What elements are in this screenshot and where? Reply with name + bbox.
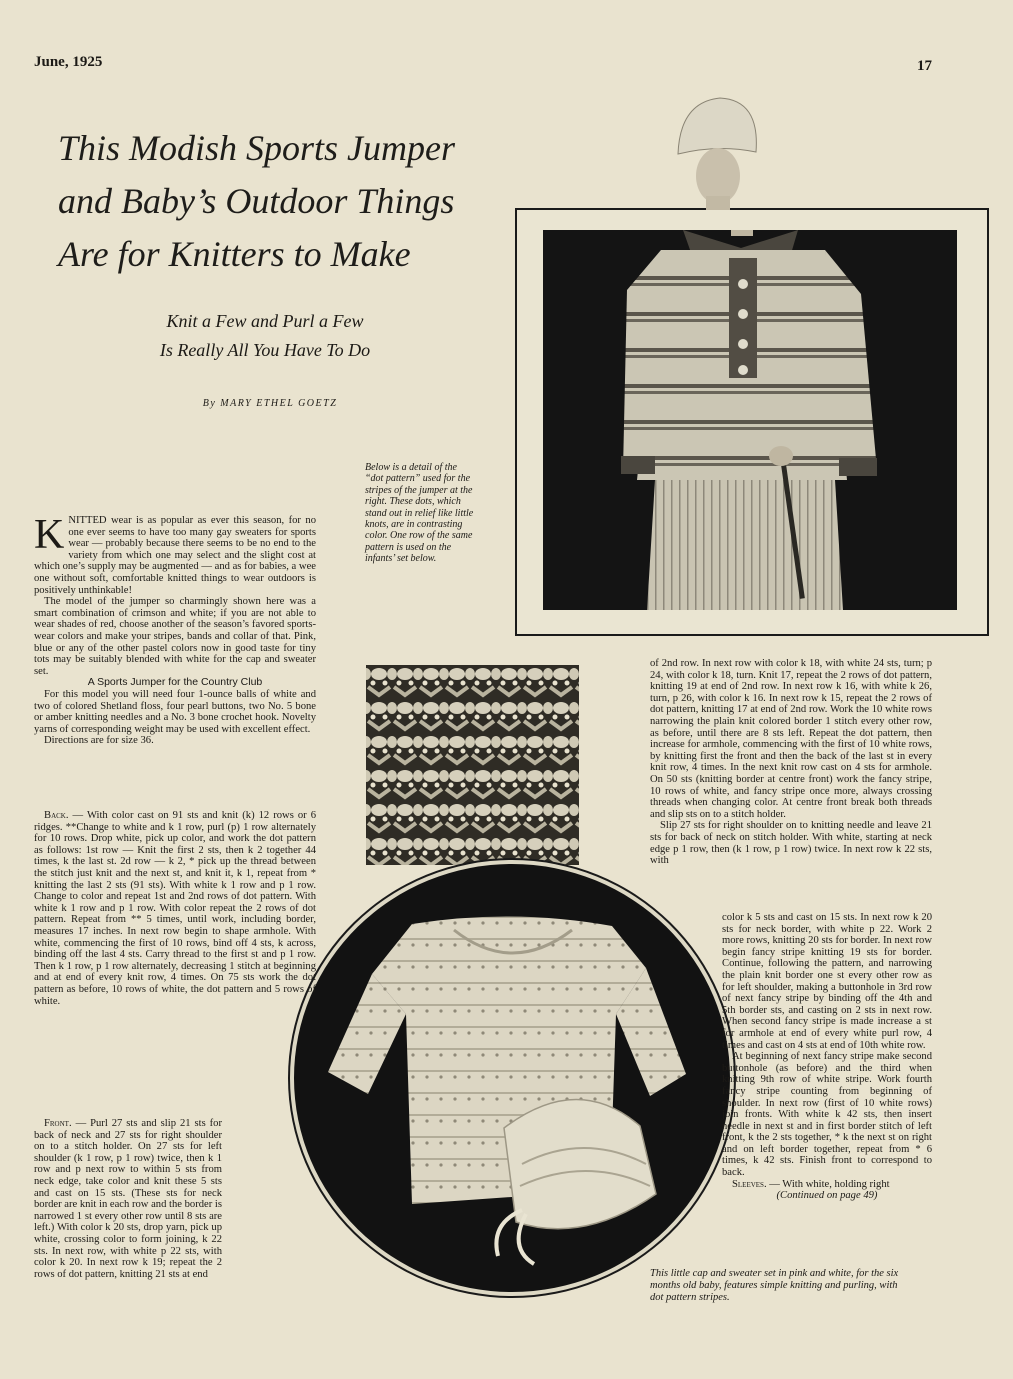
- jumper-photo: [543, 230, 957, 610]
- back-label: Back.: [44, 810, 69, 821]
- baby-sweater-and-cap-illustration: [294, 864, 730, 1292]
- issue-date: June, 1925: [34, 54, 103, 70]
- left-column-upper: [34, 512, 316, 747]
- article-subtitle: [80, 307, 450, 365]
- title-line: and Baby’s Outdoor Things: [58, 181, 455, 221]
- paragraph: color k 5 sts and cast on 15 sts. In next row k 20 sts for neck border, with white p 22. Work 2 more rows, knitting 20 sts for border. In next row begin fancy stripe knitting 19 sts for border. Continue, following the pattern, and narrowing the plain knit border one st every other row as for left shoulder, making a buttonhole in 3rd row of next fancy stripe by binding off the 4th and 5th border sts, and casting on 2 sts in next row. When second fancy stripe is made increase a st for armhole at end of every white purl row, 4 times and cast on 4 sts at end of 10th white row.: [722, 912, 932, 1051]
- front-paragraph: [34, 1118, 222, 1280]
- back-paragraph: [34, 810, 316, 1007]
- paragraph: Slip 27 sts for right shoulder on to knitting needle and leave 21 sts for back of neck on stitch holder. With white, starting at neck edge p 1 row, then (k 1 row, p 1 row) twice. In next row k 22 sts, with: [650, 820, 932, 867]
- right-column-upper: [650, 658, 932, 867]
- left-column-front: [34, 1118, 222, 1280]
- left-column-back: [34, 810, 316, 1007]
- right-column-lower: [722, 912, 932, 1202]
- article-title: [58, 122, 478, 281]
- intro-paragraph: [34, 512, 316, 596]
- sleeves-text: — With white, holding right: [766, 1178, 890, 1190]
- paragraph: For this model you will need four 1-ounce balls of white and two of colored Shetland floss, four pearl buttons, two No. 5 bone or amber knitting needles and a No. 3 bone crochet hook. Novelty yarns of corresponding weight may be used with excellent effect.: [34, 688, 316, 735]
- knit-texture-illustration: [366, 665, 579, 865]
- subtitle-line: Knit a Few and Purl a Few: [166, 311, 364, 331]
- intro-text: NITTED wear is as popular as ever this season, for no one ever seems to have too many gay sweaters for sports wear — probably because there seems to be no end to the variety from which one may select and the slight cost at which one’s supply may be augmented — and as for babies, a wee one without soft, comfortable knitted things to wear outdoors is positively unthinkable!: [34, 515, 316, 596]
- paragraph: of 2nd row. In next row with color k 18, with white 24 sts, turn; p 24, with color k 18, turn. Knit 17, repeat the 2 rows of dot pattern, knitting 19 at end of 2nd row. In next row k 16, with white k 26, turn, p 26, with color k 16. In next row k 15, repeat the 2 rows of dot pattern, knitting 17 at end of 2nd row. Work the 10 white rows narrowing the plain knit colored border 1 stitch every other row, as before, until there are 8 sts left. Repeat the dot pattern, then increase for armhole, commencing with the first of 10 white rows, by knitting first the front and then the back of the last st in every knit row, 4 times. In the next knit row cast on 4 sts for armhole. On 50 sts (knitting border at centre front) work the fancy stripe, 10 rows of white, and fancy stripe once more, always crossing threads when changing color. At centre front break both threads and slip sts on to a stitch holder.: [650, 658, 932, 820]
- continued-note[interactable]: (Continued on page 49): [776, 1190, 878, 1202]
- woman-in-jumper-illustration: [543, 230, 957, 610]
- title-line: Are for Knitters to Make: [58, 234, 411, 274]
- subtitle-line: Is Really All You Have To Do: [159, 340, 371, 360]
- sleeves-label: Sleeves.: [732, 1178, 767, 1190]
- back-text: — With color cast on 91 sts and knit (k) 12 rows or 6 ridges. **Change to white and k 1 row, purl (p) 1 row alternately for 10 rows. Drop white, pick up color, and work the dot pattern as follows: 1st row — Knit the first 2 sts, then k 2 together 44 times, k the last st. 2d row — k 2, * pick up the thread between the stitch just knit and the next st, and knit it, k 1, repeat from * knitting the last 2 sts (91 sts). With white k 1 row and p 1 row. Change to color and repeat 1st and 2nd rows of dot pattern. With white k 1 row and p 1 row. With color repeat the 2 rows of dot pattern. Repeat from ** 5 times, until work, including border, measures 17 inches. In next row begin to shape armhole. With white, commencing the first of 10 rows, bind off 4 sts, k across, binding off the last 4 sts. Carry thread to the first st and p 1 row. Then k 1 row, p 1 row alternately, decreasing 1 stitch at beginning and at end of every knit row, 4 times. On 75 sts work the dot pattern as before, 10 rows of white, the dot pattern and 5 rows of white.: [34, 810, 316, 1007]
- baby-set-caption: This little cap and sweater set in pink and white, for the six months old baby, features simple knitting and purling, with dot pattern stripes.: [650, 1268, 899, 1303]
- sleeves-paragraph: [722, 1179, 932, 1191]
- paragraph: The model of the jumper so charmingly shown here was a smart combination of crimson and white; if you are not able to wear shades of red, choose another of the season’s favored sports-wear colors and make your stripes, bands and collar of that. Pink, blue or any of the other pastel colors now in good taste for tiny tots may be suitably blended with white for the cap and sweater set.: [34, 596, 316, 677]
- jumper-photo-frame: [515, 208, 989, 636]
- paragraph: Directions are for size 36.: [44, 735, 154, 747]
- paragraph: At beginning of next fancy stripe make second buttonhole (as before) and the third when knitting 9th row of white stripe. Work fourth fancy stripe counting from beginning of shoulder. In next row (first of 10 white rows) join fronts. With white k 42 sts, then insert needle in next st and in first border stitch of left front, k the 2 sts together, * k the next st on right and on left border together, repeat from * 6 times, k 42 sts. Finish front to correspond to back.: [722, 1051, 932, 1179]
- byline: By MARY ETHEL GOETZ: [202, 398, 338, 409]
- baby-set-photo: [290, 860, 734, 1296]
- drop-cap: K: [34, 512, 65, 558]
- page-number: 17: [917, 58, 932, 74]
- hat-illustration: [660, 92, 770, 210]
- title-line: This Modish Sports Jumper: [58, 128, 456, 168]
- detail-caption: Below is a detail of the “dot pattern” used for the stripes of the jumper at the right. These dots, which stand out in relief like little knots, are in contrasting color. One row of the same pattern is used on the infants’ set below.: [365, 462, 474, 565]
- front-label: Front.: [44, 1118, 72, 1129]
- front-text: — Purl 27 sts and slip 21 sts for back of neck and 27 sts for right shoulder on to a stitch holder. On 27 sts for left shoulder (k 1 row, p 1 row) twice, then k 1 row and p next row to within 5 sts from neck edge, take color and knit these 5 sts and cast on 15 sts. (These sts for neck border are knit in each row and the border is narrowed 1 st every other row until 8 sts are left.) With color k 20 sts, drop yarn, pick up white, crossing color to form joining, k 22 sts. In next row, with white p 22 sts, with color k 20. In next row k 19; repeat the 2 rows of dot pattern, knitting 21 sts at end: [34, 1118, 222, 1280]
- section-heading: A Sports Jumper for the Country Club: [87, 676, 263, 689]
- dot-pattern-detail-photo: [366, 665, 579, 865]
